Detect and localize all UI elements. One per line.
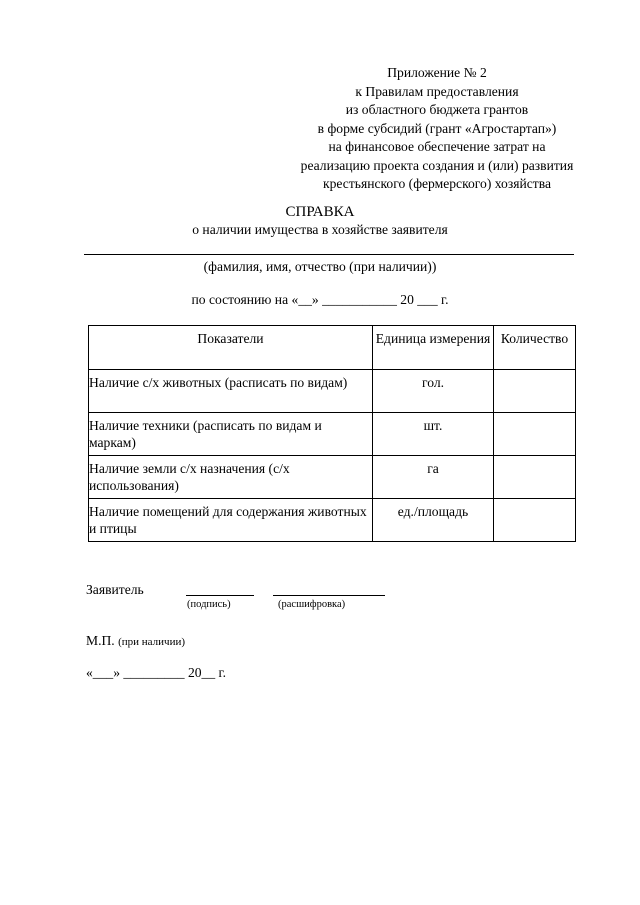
- as-of-date-line[interactable]: по состоянию на «__» ___________ 20 ___ г.: [191, 292, 449, 307]
- row-name: Наличие земли с/х назначения (с/х использования): [89, 456, 373, 499]
- row-name: Наличие помещений для содержания животных и птицы: [89, 499, 373, 542]
- signature-date-line[interactable]: «___» _________ 20__ г.: [86, 665, 226, 680]
- header-quantity: Количество: [494, 326, 576, 370]
- row-quantity-cell[interactable]: [494, 499, 576, 542]
- signature-fill-line[interactable]: [186, 595, 254, 596]
- row-name: Наличие техники (расписать по видам и маркам): [89, 413, 373, 456]
- annex-line: в форме субсидий (грант «Агростартап»): [317, 120, 557, 136]
- annex-line: реализацию проекта создания и (или) развития: [300, 157, 574, 173]
- document-subtitle: о наличии имущества в хозяйстве заявителя: [192, 222, 448, 237]
- decode-caption: (расшифровка): [278, 599, 346, 610]
- annex-line: из областного бюджета грантов: [345, 102, 529, 117]
- table-row: [89, 370, 576, 413]
- annex-line: крестьянского (фермерского) хозяйства: [323, 176, 551, 191]
- table-header-row: [89, 326, 576, 370]
- table-row: [89, 499, 576, 542]
- document-title: СПРАВКА: [285, 204, 355, 220]
- stamp-note: (при наличии): [118, 636, 186, 648]
- decode-fill-line[interactable]: [273, 595, 385, 596]
- row-quantity-cell[interactable]: [494, 370, 576, 413]
- row-quantity-cell[interactable]: [494, 413, 576, 456]
- row-unit: га: [373, 456, 494, 499]
- signature-caption: (подпись): [187, 599, 231, 610]
- annex-line: к Правилам предоставления: [355, 83, 519, 99]
- header-indicators: Показатели: [89, 326, 373, 370]
- annex-line: на финансовое обеспечение затрат на: [328, 139, 546, 154]
- row-unit: шт.: [373, 413, 494, 456]
- row-name: Наличие с/х животных (расписать по видам): [89, 370, 373, 413]
- annex-line: Приложение № 2: [387, 65, 487, 80]
- table-row: [89, 413, 576, 456]
- row-quantity-cell[interactable]: [494, 456, 576, 499]
- row-unit: ед./площадь: [373, 499, 494, 542]
- header-unit: Единица измерения: [373, 326, 494, 370]
- fio-caption: (фамилия, имя, отчество (при наличии)): [203, 259, 437, 274]
- stamp-label: М.П.: [86, 633, 115, 648]
- fio-fill-line[interactable]: [84, 254, 574, 255]
- row-unit: гол.: [373, 370, 494, 413]
- table-row: [89, 456, 576, 499]
- applicant-label: Заявитель: [86, 582, 144, 597]
- annex-block: [262, 64, 612, 194]
- stamp-block: [86, 632, 185, 651]
- property-table: [88, 325, 576, 542]
